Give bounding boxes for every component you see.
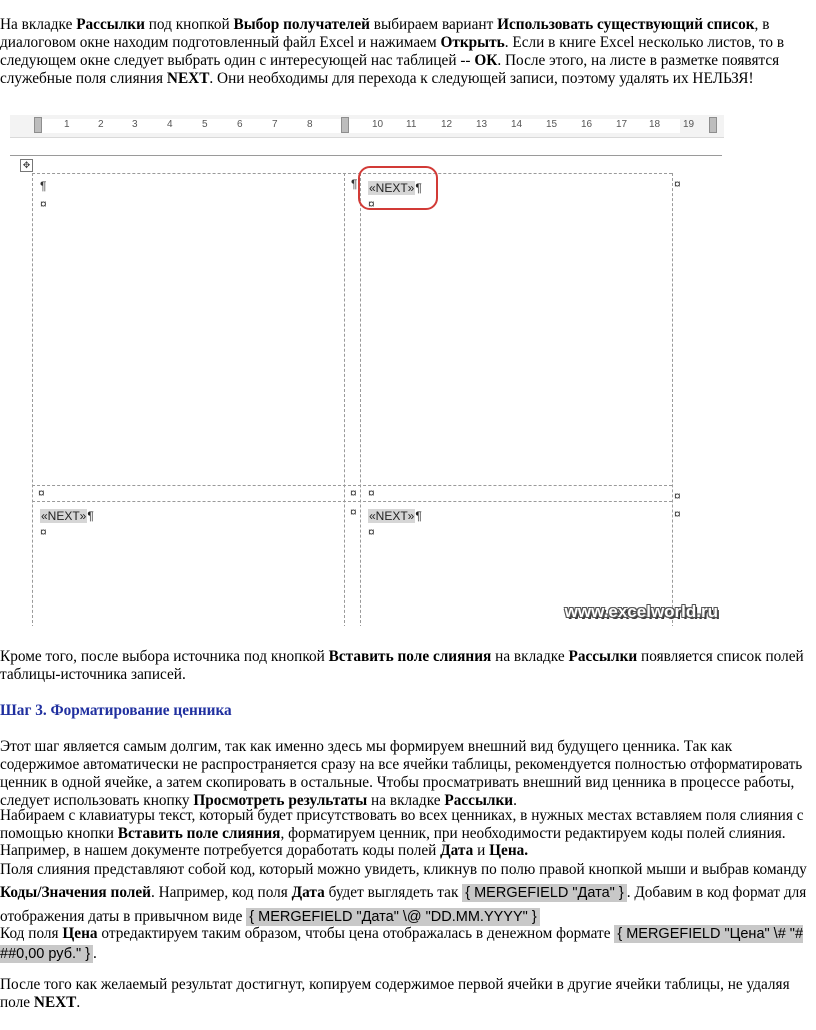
text: , форматируем ценник, при необходимости редактируем коды полей слияния. (280, 825, 786, 842)
intro-paragraph (0, 16, 812, 88)
fields-paragraph (0, 648, 812, 684)
watermark: www.excelworld.ru (564, 602, 718, 621)
ruler-number: 8 (307, 119, 313, 130)
bold-term: Коды/Значения полей (0, 884, 151, 901)
text: на вкладке (491, 648, 569, 665)
bold-term: NEXT (33, 994, 77, 1011)
bold-term: Просмотреть результаты (193, 792, 368, 809)
pilcrow-mark: ¶ (87, 509, 94, 523)
text: выбираем вариант (369, 16, 498, 33)
text: Например, в нашем документе потребуется доработать коды полей (0, 842, 441, 859)
ruler-number: 1 (64, 119, 70, 130)
text: отредактируем таким образом, чтобы цена отображалась в денежном формате (97, 925, 615, 942)
row-end-mark: ¤ (674, 489, 681, 503)
ruler-number: 10 (372, 119, 384, 130)
ruler-number: 14 (511, 119, 523, 130)
table-border (344, 173, 345, 626)
text: Поля слияния представляют собой код, который можно увидеть, кликнув по полю правой кнопкой мыши и выбрав команду (0, 861, 807, 878)
text: Этот шаг является самым долгим, так как именно здесь мы формируем внешний вид будущего ценника. Так как содержимое автоматически не распространяется сразу на все ячейки таблицы, рекомендуется полностью отформатировать ценник в одной ячейке, а затем скопировать в остальные. Чтобы просматривать внешний вид ценника в процессе работы, следует использовать кнопку (0, 738, 803, 809)
text: , в диалоговом окне находим подготовленный файл Excel и нажимаем (0, 16, 770, 51)
ruler-number: 2 (98, 119, 104, 130)
next-field[interactable] (368, 509, 422, 523)
bold-term: Рассылки (76, 16, 145, 33)
ruler (10, 115, 724, 138)
ruler-number: 16 (581, 119, 593, 130)
ruler-column-marker (341, 117, 349, 133)
text: . Добавим в код формат для отображения даты в привычном виде (0, 884, 807, 925)
pilcrow-mark: ¶ (415, 181, 422, 195)
ruler-column-marker (709, 117, 717, 133)
highlight-circle (358, 166, 438, 210)
ruler-number: 13 (476, 119, 488, 130)
cell-end-mark: ¤ (350, 505, 357, 519)
next-field-text: «NEXT» (369, 181, 415, 195)
table-border (360, 173, 361, 626)
next-field-text: «NEXT» (41, 509, 87, 523)
table-border (32, 501, 672, 502)
bold-term: Цена. (489, 842, 529, 859)
text: . (93, 945, 97, 962)
price-paragraph (0, 924, 812, 964)
bold-term: Вставить поле слияния (117, 825, 281, 842)
ruler-number: 18 (649, 119, 661, 130)
cell-end-mark: ¤ (38, 486, 45, 500)
text: . Например, код поля (150, 884, 292, 901)
cell-end-mark: ¤ (368, 486, 375, 500)
pilcrow-mark: ¶ (40, 179, 47, 193)
bold-term: Открыть (440, 34, 505, 51)
ruler-number: 11 (406, 119, 417, 130)
step-paragraph (0, 738, 812, 810)
bold-term: ОК (474, 52, 498, 69)
field-codes-paragraph (0, 858, 812, 929)
text: Кроме того, после выбора источника под кнопкой (0, 648, 329, 665)
field-code: { MERGEFIELD "Цена" \# "# ##0,00 руб." } (0, 926, 804, 962)
bold-term: Выбор получателей (233, 16, 370, 33)
cell-end-mark: ¤ (368, 197, 375, 211)
page-edge (10, 155, 722, 156)
ruler-number: 4 (167, 119, 173, 130)
row-end-mark: ¤ (674, 177, 681, 191)
ruler-number: 3 (132, 119, 138, 130)
bold-term: Дата (291, 884, 325, 901)
text: и (473, 842, 490, 859)
table-border (32, 173, 672, 174)
cell-end-mark: ¤ (350, 486, 357, 500)
text: После того как желаемый результат достигнут, копируем содержимое первой ячейки в другие ячейки таблицы, не удаляя поле (0, 976, 790, 1011)
ruler-number: 17 (616, 119, 628, 130)
field-code: { MERGEFIELD "Дата" \@ "DD.MM.YYYY" } (246, 908, 539, 926)
step-heading: Шаг 3. Форматирование ценника (0, 702, 232, 719)
field-code: { MERGEFIELD "Дата" } (462, 884, 626, 902)
table-move-handle-icon[interactable]: ✥ (20, 159, 33, 172)
text: под кнопкой (144, 16, 234, 33)
bold-term: NEXT (166, 70, 210, 87)
ruler-indent-marker (34, 117, 42, 133)
text: . Если в книге Excel несколько листов, то в следующем окне следует выбрать один с интересующей нас таблицей -- (0, 34, 785, 69)
bold-term: Дата (440, 842, 474, 859)
bold-term: Рассылки (568, 648, 638, 665)
cell-end-mark: ¤ (40, 525, 47, 539)
text: На вкладке (0, 16, 77, 33)
text: . (513, 792, 517, 809)
bold-term: Вставить поле слияния (328, 648, 492, 665)
text: Код поля (0, 925, 63, 942)
table-border (672, 173, 673, 626)
text: . (76, 994, 81, 1011)
ruler-number: 19 (683, 119, 695, 130)
text: появляется список полей таблицы-источника записей. (0, 648, 804, 683)
table-border (32, 173, 33, 626)
typing-paragraph (0, 807, 812, 843)
cell-end-mark: ¤ (368, 525, 375, 539)
ruler-number: 6 (237, 119, 243, 130)
ruler-number: 12 (441, 119, 453, 130)
next-field-text: «NEXT» (369, 509, 415, 523)
next-field[interactable] (40, 509, 94, 523)
ruler-number: 7 (272, 119, 278, 130)
pilcrow-mark: ¶ (415, 509, 422, 523)
text: . Они необходимы для перехода к следующей записи, поэтому удалять их НЕЛЬЗЯ! (209, 70, 754, 87)
ruler-number: 5 (202, 119, 208, 130)
row-end-mark: ¤ (674, 507, 681, 521)
final-paragraph (0, 976, 812, 1012)
text: Набираем с клавиатуры текст, который будет присутствовать во всех ценниках, в нужных местах вставляем поля слияния с помощью кнопки (0, 807, 804, 842)
bold-term: Цена (62, 925, 98, 942)
word-table-screenshot (8, 111, 724, 626)
ruler-number: 15 (546, 119, 558, 130)
cell-end-mark: ¤ (40, 197, 47, 211)
bold-term: Использовать существующий список (497, 16, 755, 33)
text: на вкладке (367, 792, 445, 809)
text: будет выглядеть так (324, 884, 463, 901)
bold-term: Рассылки (444, 792, 514, 809)
text: . После этого, на листе в разметке появятся служебные поля слияния (0, 52, 780, 87)
pilcrow-mark: ¶ (351, 177, 358, 191)
